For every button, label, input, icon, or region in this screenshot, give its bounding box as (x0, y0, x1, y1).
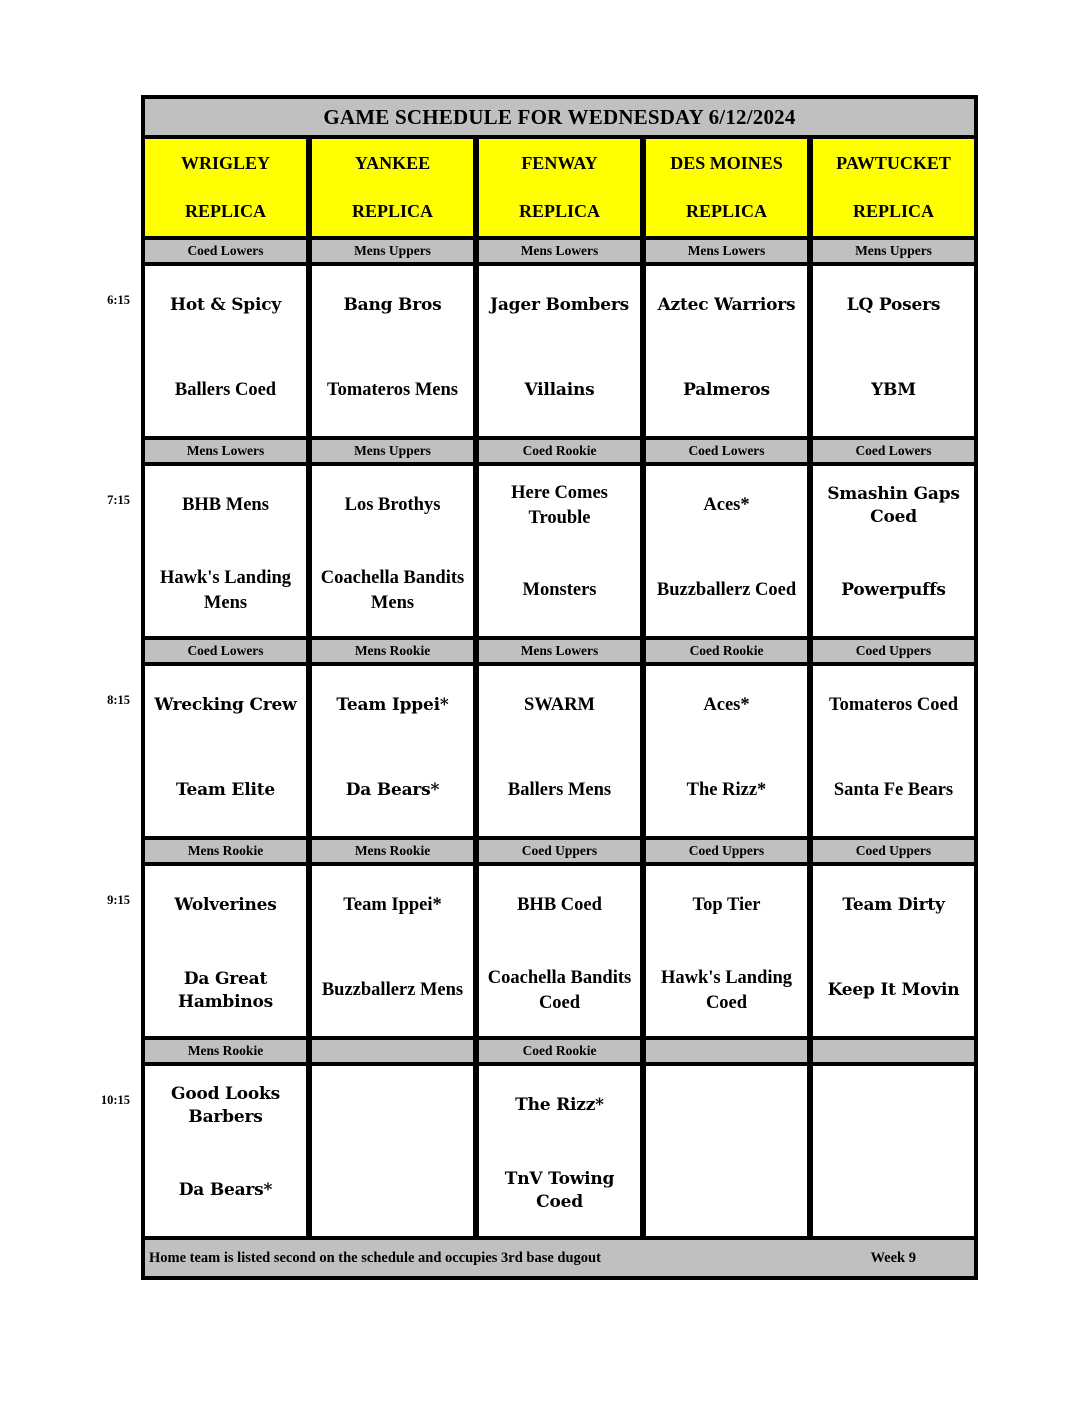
game-cell (479, 266, 640, 436)
visitor-team: Here Comes Trouble (511, 482, 608, 528)
schedule-sheet (141, 95, 978, 1280)
visitor-team: Smashin Gaps Coed (827, 484, 960, 527)
league-label: Mens Lowers (186, 443, 265, 458)
game-cell (646, 866, 807, 1036)
game-cell (145, 266, 306, 436)
field-name: DES MOINES (670, 152, 783, 173)
league-bar (479, 240, 640, 262)
home-team: Da Bears* (178, 1180, 273, 1201)
league-label: Coed Rookie (522, 443, 597, 458)
league-label: Coed Lowers (688, 443, 765, 458)
league-label: Mens Rookie (354, 843, 431, 858)
game-cell (646, 266, 807, 436)
game-cell (312, 666, 473, 836)
home-team: Palmeros (683, 380, 770, 401)
game-cell (312, 266, 473, 436)
home-team: YBM (871, 380, 916, 401)
home-team: Team Elite (176, 780, 275, 801)
league-bar (646, 1040, 807, 1062)
league-bar (312, 1040, 473, 1062)
home-team: Ballers Coed (174, 380, 277, 401)
league-label: Mens Rookie (187, 1043, 264, 1058)
field-header (813, 139, 974, 236)
home-team: Villains (524, 380, 595, 401)
league-label: Coed Lowers (187, 243, 264, 258)
game-cell (813, 466, 974, 636)
field-name: FENWAY (521, 152, 598, 173)
league-label: Coed Uppers (688, 843, 765, 858)
field-replica-label: REPLICA (852, 201, 934, 222)
visitor-team: Team Ippei* (343, 895, 442, 916)
schedule-title-bar (145, 99, 974, 135)
visitor-team: BHB Mens (182, 495, 269, 516)
game-cell (646, 1066, 807, 1236)
game-cell (813, 1066, 974, 1236)
league-bar (479, 440, 640, 462)
home-team: Monsters (522, 580, 597, 601)
field-replica-label: REPLICA (518, 201, 600, 222)
visitor-team: Wrecking Crew (154, 695, 297, 716)
league-label: Mens Uppers (354, 443, 431, 458)
home-team: Buzzballerz Mens (321, 980, 464, 1001)
league-bar (813, 840, 974, 862)
visitor-team: Team Dirty (842, 895, 945, 916)
league-label: Coed Lowers (187, 643, 264, 658)
game-cell (646, 666, 807, 836)
home-team: Hawk's Landing Coed (660, 967, 793, 1013)
league-bar (479, 840, 640, 862)
visitor-team: Good Looks Barbers (171, 1084, 280, 1127)
field-name: WRIGLEY (180, 152, 270, 173)
league-bar (479, 1040, 640, 1062)
league-bar (145, 840, 306, 862)
league-bar (813, 640, 974, 662)
time-label: 9:15 (107, 893, 130, 907)
game-cell (479, 1066, 640, 1236)
home-team: Coachella Bandits Coed (487, 967, 632, 1013)
league-label: Mens Uppers (354, 243, 431, 258)
game-cell (479, 666, 640, 836)
home-team: Buzzballerz Coed (656, 580, 797, 601)
league-label: Coed Uppers (855, 643, 932, 658)
game-cell (145, 466, 306, 636)
home-team-note: Home team is listed second on the schedule and occupies 3rd base dugout (149, 1249, 601, 1266)
league-bar (145, 440, 306, 462)
game-cell (646, 466, 807, 636)
visitor-team: LQ Posers (846, 295, 941, 316)
visitor-team: The Rizz* (515, 1095, 604, 1116)
home-team: Powerpuffs (841, 580, 946, 601)
home-team: Santa Fe Bears (833, 780, 954, 801)
league-bar (479, 640, 640, 662)
home-team: Coachella Bandits Mens (320, 567, 465, 613)
game-cell (145, 666, 306, 836)
field-header (312, 139, 473, 236)
game-cell (312, 1066, 473, 1236)
field-header (145, 139, 306, 236)
time-label: 7:15 (107, 493, 130, 507)
visitor-team: Jager Bombers (490, 295, 629, 316)
league-bar (813, 440, 974, 462)
home-team: Tomateros Mens (326, 380, 459, 401)
league-label: Mens Uppers (855, 243, 932, 258)
time-label: 10:15 (100, 1093, 130, 1107)
league-bar (312, 440, 473, 462)
field-replica-label: REPLICA (685, 201, 767, 222)
visitor-team: Bang Bros (343, 295, 442, 316)
game-cell (479, 866, 640, 1036)
league-bar (312, 640, 473, 662)
game-cell (145, 866, 306, 1036)
league-bar (646, 240, 807, 262)
visitor-team: SWARM (524, 695, 595, 716)
league-bar (813, 240, 974, 262)
game-cell (813, 266, 974, 436)
visitor-team: Hot & Spicy (169, 295, 282, 316)
league-label: Coed Rookie (689, 643, 764, 658)
time-label: 6:15 (107, 293, 130, 307)
field-header (479, 139, 640, 236)
page-title: GAME SCHEDULE FOR WEDNESDAY 6/12/2024 (323, 104, 796, 129)
game-cell (813, 666, 974, 836)
league-bar (145, 640, 306, 662)
visitor-team: Team Ippei* (336, 695, 449, 716)
visitor-team: Aces* (703, 495, 750, 516)
league-bar (312, 840, 473, 862)
visitor-team: Aces* (703, 695, 750, 716)
footer-bar (145, 1240, 974, 1276)
game-cell (479, 466, 640, 636)
time-label: 8:15 (107, 693, 130, 707)
home-team: Ballers Mens (507, 780, 612, 801)
field-name: PAWTUCKET (836, 152, 951, 173)
home-team: The Rizz* (686, 780, 767, 801)
league-bar (312, 240, 473, 262)
league-label: Mens Lowers (520, 243, 599, 258)
field-name: YANKEE (354, 152, 431, 173)
league-label: Mens Lowers (687, 243, 766, 258)
game-cell (312, 466, 473, 636)
league-label: Coed Uppers (521, 843, 598, 858)
visitor-team: Top Tier (692, 895, 761, 916)
home-team: TnV Towing Coed (504, 1169, 615, 1212)
home-team: Da Great Hambinos (177, 969, 274, 1012)
home-team: Keep It Movin (827, 980, 960, 1001)
league-bar (813, 1040, 974, 1062)
league-bar (145, 1040, 306, 1062)
visitor-team: Aztec Warriors (657, 295, 796, 316)
league-label: Coed Lowers (855, 443, 932, 458)
league-label: Coed Rookie (522, 1043, 597, 1058)
league-label: Mens Rookie (187, 843, 264, 858)
league-bar (145, 240, 306, 262)
game-cell (312, 866, 473, 1036)
game-cell (145, 1066, 306, 1236)
visitor-team: Tomateros Coed (829, 695, 958, 716)
field-replica-label: REPLICA (184, 201, 266, 222)
home-team: Da Bears* (345, 780, 440, 801)
field-replica-label: REPLICA (351, 201, 433, 222)
field-header (646, 139, 807, 236)
league-label: Mens Lowers (520, 643, 599, 658)
visitor-team: BHB Coed (517, 895, 602, 916)
visitor-team: Los Brothys (344, 495, 441, 516)
home-team: Hawk's Landing Mens (159, 567, 292, 613)
visitor-team: Wolverines (174, 895, 277, 916)
league-label: Mens Rookie (354, 643, 431, 658)
league-label: Coed Uppers (855, 843, 932, 858)
league-bar (646, 440, 807, 462)
time-gutter (0, 0, 130, 1408)
league-bar (646, 640, 807, 662)
game-cell (813, 866, 974, 1036)
week-badge: Week 9 (870, 1249, 916, 1266)
league-bar (646, 840, 807, 862)
